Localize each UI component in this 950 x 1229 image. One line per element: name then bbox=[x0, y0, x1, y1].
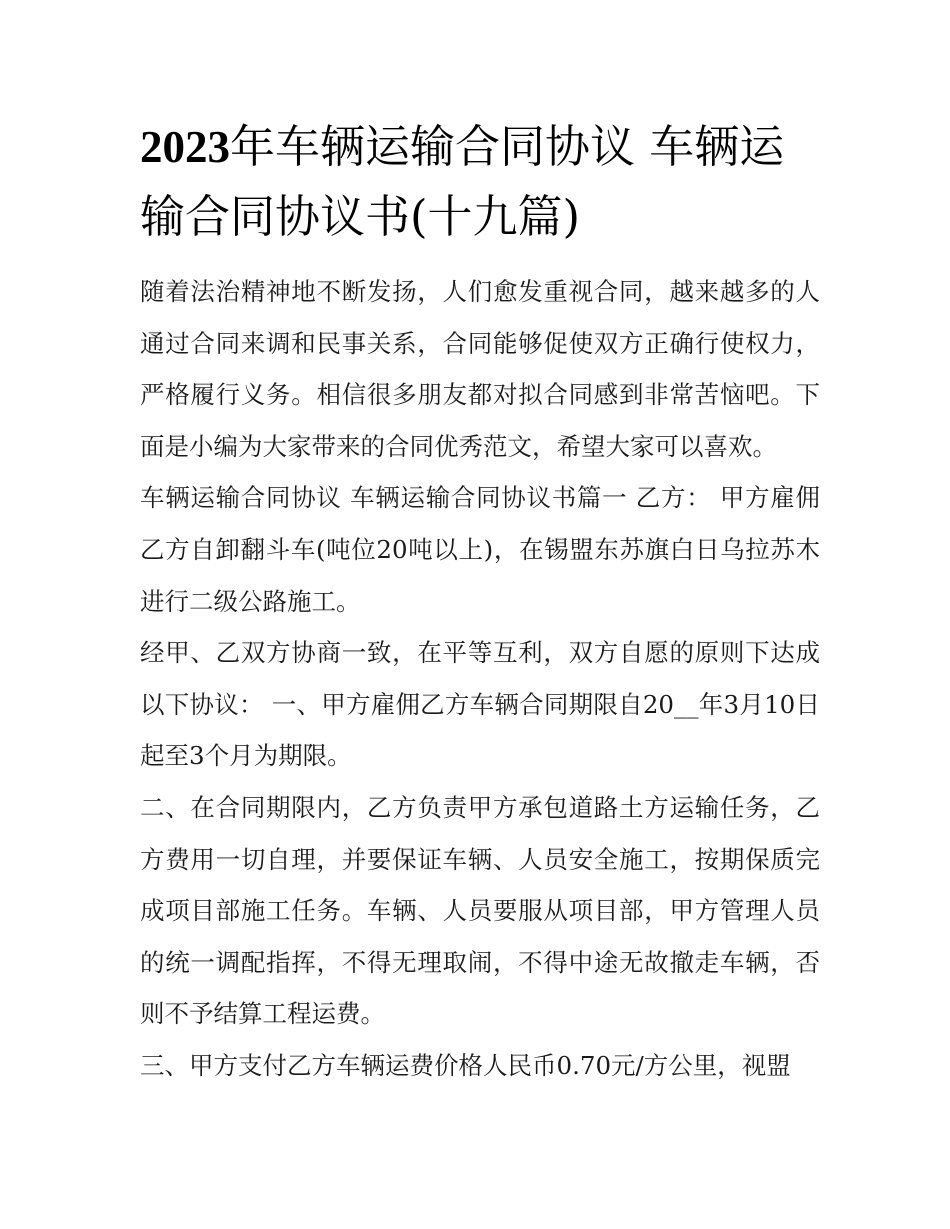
paragraph-clause-two: 二、在合同期限内，乙方负责甲方承包道路土方运输任务，乙方费用一切自理，并要保证车辆、人员安全施工，按期保质完成项目部施工任务。车辆、人员要服从项目部，甲方管理人员的统一调配指挥，不得无理取闹，不得中途无故撤走车辆，否则不予结算工程运费。 bbox=[140, 792, 820, 1029]
document-title bbox=[140, 112, 820, 252]
paragraph-intro: 随着法治精神地不断发扬，人们愈发重视合同，越来越多的人通过合同来调和民事关系，合同能够促使双方正确行使权力，严格履行义务。相信很多朋友都对拟合同感到非常苦恼吧。下面是小编为大家带来的合同优秀范文，希望大家可以喜欢。 bbox=[140, 277, 820, 461]
paragraph-section-one: 车辆运输合同协议 车辆运输合同协议书篇一 乙方： 甲方雇佣乙方自卸翻斗车(吨位20吨以上)，在锡盟东苏旗白日乌拉苏木进行二级公路施工。 bbox=[140, 483, 820, 616]
paragraph-clause-three: 三、甲方支付乙方车辆运费价格人民币0.70元/方公里，视盟 bbox=[140, 1050, 791, 1080]
title-text: 年车辆运输合同协议 车辆运输合同协议书(十九篇) bbox=[140, 120, 785, 243]
document-content bbox=[140, 112, 820, 1092]
title-year: 2023 bbox=[140, 122, 230, 172]
paragraph-agreement: 经甲、乙双方协商一致，在平等互利，双方自愿的原则下达成以下协议： 一、甲方雇佣乙方车辆合同期限自20__年3月10日起至3个月为期限。 bbox=[140, 638, 820, 771]
